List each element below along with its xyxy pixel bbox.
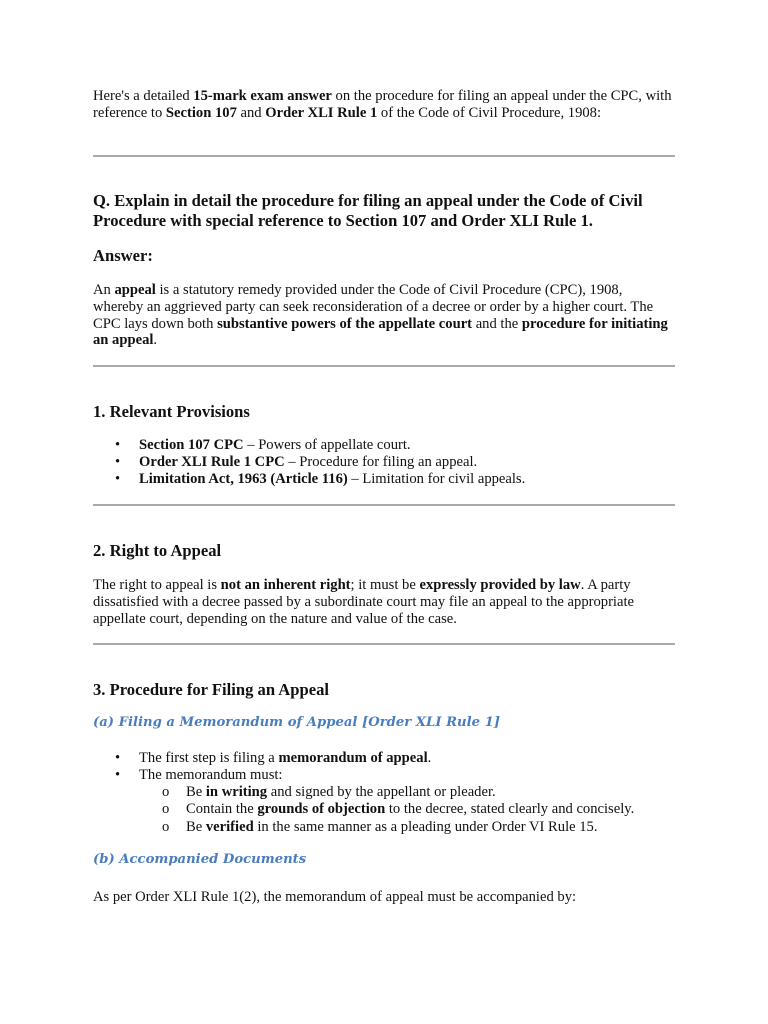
list-item	[93, 784, 675, 801]
item-text: and signed by the appellant or pleader.	[267, 784, 496, 800]
circle-bullet-icon: o	[162, 818, 170, 835]
list-item	[93, 767, 675, 784]
section-heading-procedure: 3. Procedure for Filing an Appeal	[93, 680, 330, 699]
memorandum-requirements-list	[93, 784, 675, 836]
item-text: Be	[186, 818, 206, 835]
list-item	[93, 801, 675, 818]
horizontal-rule	[93, 643, 675, 645]
subheading-memorandum: (a) Filing a Memorandum of Appeal [Order XLI Rule 1]	[93, 715, 501, 730]
answer-bold: substantive powers of the appellate court	[217, 315, 473, 332]
item-bold: grounds of objection	[257, 801, 386, 818]
item-bold: in writing	[205, 784, 268, 800]
item-bold: verified	[205, 818, 254, 835]
list-item	[93, 454, 675, 471]
answer-text: .	[153, 332, 158, 349]
intro-text: and	[236, 104, 266, 121]
procedure-list	[93, 750, 675, 784]
intro-text: on the procedure for filing an appeal under the CPC, with reference to	[93, 88, 672, 121]
answer-bold: appeal	[114, 282, 156, 298]
item-text: The first step is filing a	[139, 750, 279, 766]
item-text: Be	[186, 784, 206, 800]
item-text: – Limitation for civil appeals.	[347, 471, 526, 487]
item-text: Contain the	[186, 801, 258, 818]
list-item	[93, 819, 675, 836]
item-text: The memorandum must:	[139, 767, 283, 783]
intro-paragraph	[93, 88, 675, 122]
item-bold: memorandum of appeal	[278, 750, 428, 766]
provisions-list	[93, 437, 675, 488]
intro-bold: Order XLI Rule 1	[265, 104, 378, 121]
intro-text: Here's a detailed	[93, 88, 194, 104]
list-item	[93, 437, 675, 454]
circle-bullet-icon: o	[162, 784, 170, 800]
para-bold: expressly provided by law	[419, 577, 581, 593]
item-text: – Powers of appellate court.	[243, 437, 411, 453]
intro-text: of the Code of Civil Procedure, 1908:	[377, 104, 602, 121]
bullet-icon: •	[115, 750, 121, 766]
subheading-accompanied-documents: (b) Accompanied Documents	[93, 852, 307, 867]
horizontal-rule	[93, 155, 675, 157]
answer-text: is a statutory remedy provided under the Code of Civil Procedure (CPC), 1908, whereby an aggrieved party can seek reconsideration of a decree or order by a higher court. The CPC lays down both	[93, 282, 654, 332]
item-bold: Order XLI Rule 1 CPC	[139, 454, 285, 470]
para-text: . A party dissatisfied with a decree passed by a subordinate court may file an appeal to the appropriate appellate court, depending on the nature and value of the case.	[93, 577, 634, 627]
answer-text: and the	[472, 315, 522, 332]
intro-bold: Section 107	[165, 104, 237, 121]
intro-bold: 15-mark exam answer	[193, 88, 332, 104]
accompanied-paragraph: As per Order XLI Rule 1(2), the memorandum of appeal must be accompanied by:	[93, 889, 577, 905]
bullet-icon: •	[115, 437, 121, 453]
list-item	[93, 471, 675, 488]
answer-paragraph	[93, 282, 675, 349]
question-heading: Q. Explain in detail the procedure for filing an appeal under the Code of Civil Procedure with special reference to Section 107 and Order XLI Rule 1.	[93, 191, 643, 230]
bullet-icon: •	[115, 767, 121, 783]
item-bold: Limitation Act, 1963 (Article 116)	[139, 471, 348, 487]
section-heading-relevant-provisions: 1. Relevant Provisions	[93, 402, 250, 421]
answer-heading: Answer:	[93, 246, 153, 265]
bullet-icon: •	[115, 471, 121, 487]
para-bold: not an inherent right	[220, 577, 351, 593]
item-text: to the decree, stated clearly and concisely.	[385, 801, 635, 818]
para-text: ; it must be	[350, 577, 420, 593]
horizontal-rule	[93, 365, 675, 367]
item-bold: Section 107 CPC	[139, 437, 244, 453]
bullet-icon: •	[115, 454, 121, 470]
list-item	[93, 750, 675, 767]
section-heading-right-to-appeal: 2. Right to Appeal	[93, 541, 222, 560]
answer-text: An	[93, 282, 115, 298]
circle-bullet-icon: o	[162, 801, 170, 818]
para-text: The right to appeal is	[93, 577, 221, 593]
item-text: in the same manner as a pleading under Order VI Rule 15.	[253, 818, 598, 835]
answer-bold: procedure for initiating an appeal	[93, 315, 668, 349]
item-text: .	[427, 750, 432, 766]
right-to-appeal-paragraph	[93, 577, 675, 627]
item-text: – Procedure for filing an appeal.	[284, 454, 478, 470]
horizontal-rule	[93, 504, 675, 506]
